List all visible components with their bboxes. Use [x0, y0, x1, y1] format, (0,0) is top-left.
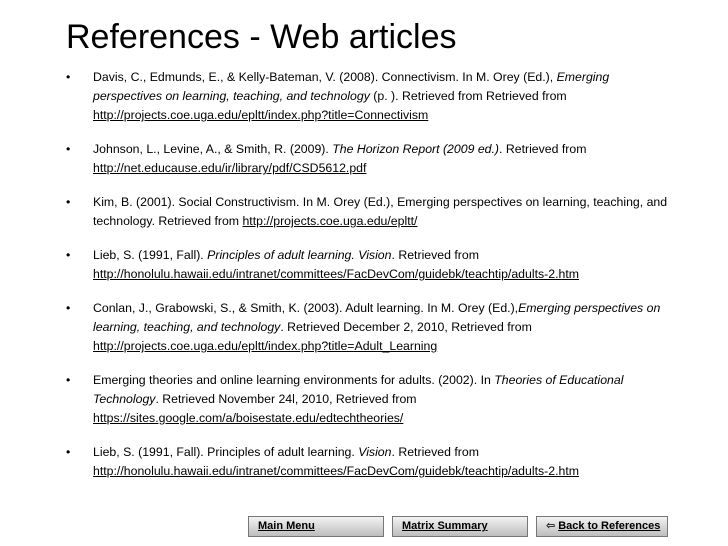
main-menu-button[interactable] — [248, 516, 384, 537]
reference-link[interactable]: http://projects.coe.uga.edu/epltt/index.php?title=Connectivism — [93, 108, 429, 122]
back-to-references-label: Back to References — [558, 520, 661, 532]
reference-item: • Lieb, S. (1991, Fall). Principles of adult learning. Vision. Retrieved from http://honolulu.hawaii.edu/intranet/committees/FacDevCom/guidebk/teachtip/adults-2.htm — [66, 246, 670, 284]
reference-link[interactable]: https://sites.google.com/a/boisestate.edu/edtechtheories/ — [93, 411, 404, 425]
reference-link[interactable]: http://net.educause.edu/ir/library/pdf/CSD5612.pdf — [93, 161, 367, 175]
reference-link[interactable]: http://projects.coe.uga.edu/epltt/index.php?title=Adult_Learning — [93, 339, 438, 353]
reference-link[interactable]: http://honolulu.hawaii.edu/intranet/committees/FacDevCom/guidebk/teachtip/adults-2.htm — [93, 267, 579, 281]
reference-item: • Johnson, L., Levine, A., & Smith, R. (2009). The Horizon Report (2009 ed.). Retrieved from http://net.educause.edu/ir/library/pdf/CSD5612.pdf — [66, 140, 670, 178]
back-to-references-button[interactable] — [536, 516, 668, 537]
matrix-summary-button[interactable] — [392, 516, 528, 537]
back-arrow-icon: ⇦ — [546, 520, 556, 532]
reference-item: • Conlan, J., Grabowski, S., & Smith, K. (2003). Adult learning. In M. Orey (Ed.),Emerging perspectives on learning, teaching, and technology. Retrieved December 2, 2010, Retrieved from http://projects.coe.uga.edu/epltt/index.php?title=Adult_Learning — [66, 299, 670, 356]
main-menu-label: Main Menu — [258, 520, 315, 532]
reference-item: • Davis, C., Edmunds, E., & Kelly-Bateman, V. (2008). Connectivism. In M. Orey (Ed.), Emerging perspectives on learning, teaching, and technology (p. ). Retrieved from Retrieved from http://projects.coe.uga.edu/epltt/index.php?title=Connectivism — [66, 68, 670, 125]
reference-item: • Lieb, S. (1991, Fall). Principles of adult learning. Vision. Retrieved from http://honolulu.hawaii.edu/intranet/committees/FacDevCom/guidebk/teachtip/adults-2.htm — [66, 443, 670, 481]
slide-title: References - Web articles — [66, 18, 457, 56]
matrix-summary-label: Matrix Summary — [402, 520, 488, 532]
reference-link[interactable]: http://honolulu.hawaii.edu/intranet/committees/FacDevCom/guidebk/teachtip/adults-2.htm — [93, 464, 579, 478]
reference-item: • Kim, B. (2001). Social Constructivism. In M. Orey (Ed.), Emerging perspectives on learning, teaching, and technology. Retrieved from http://projects.coe.uga.edu/epltt/ — [66, 193, 670, 231]
reference-item: • Emerging theories and online learning environments for adults. (2002). In Theories of Educational Technology. Retrieved November 24l, 2010, Retrieved from https://sites.google.com/a/boisestate.edu/edtechtheories/ — [66, 371, 670, 428]
reference-link[interactable]: http://projects.coe.uga.edu/epltt/ — [242, 214, 418, 228]
reference-list — [66, 68, 670, 496]
